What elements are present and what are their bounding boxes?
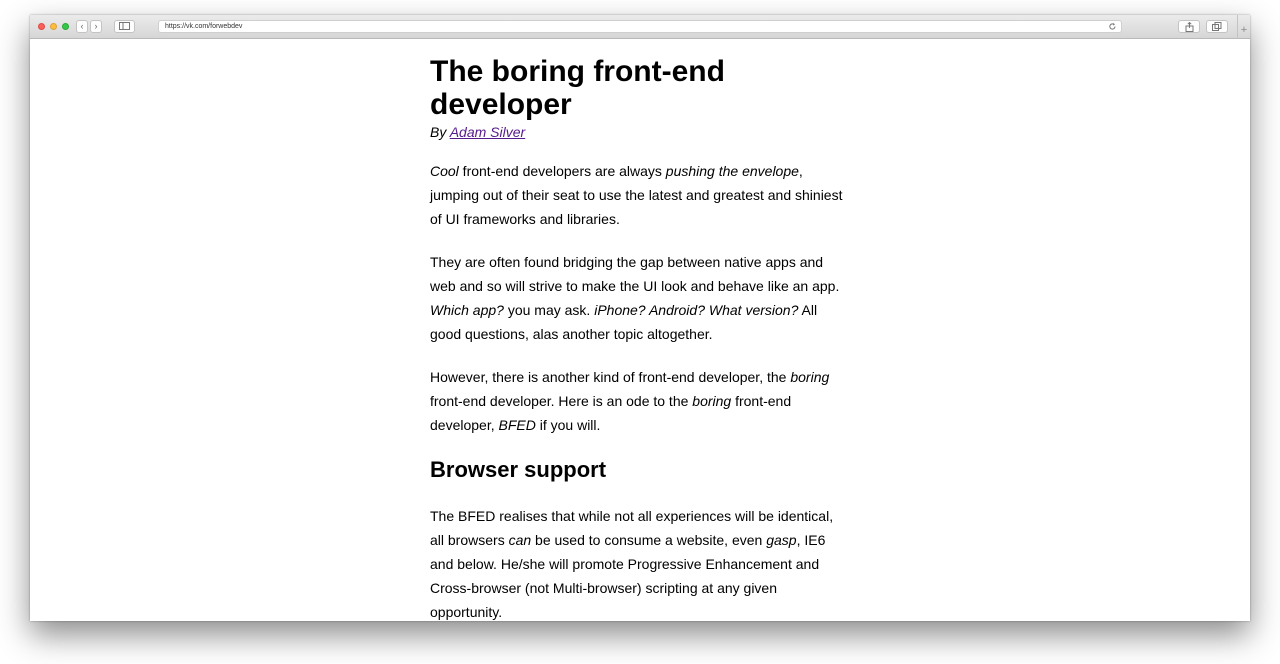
browser-window [30, 15, 1250, 621]
paragraph-text: They are often found bridging the gap between native apps and web and so will strive to make the UI look and behave like an app. [430, 254, 840, 294]
browser-toolbar [30, 15, 1250, 39]
url-text: https://vk.com/forwebdev [165, 23, 243, 30]
back-button[interactable] [76, 20, 88, 33]
new-tab-button[interactable] [1237, 15, 1250, 39]
emphasis-text: iPhone? Android? What version? [594, 302, 799, 318]
emphasis-text: Which app? [430, 302, 504, 318]
paragraph-text: , jumping out of their seat to use the latest and greatest and shiniest of UI frameworks and libraries. [430, 163, 843, 227]
zoom-window-button[interactable] [62, 23, 69, 30]
emphasis-text: Cool [430, 163, 459, 179]
plus-icon: + [1240, 24, 1248, 36]
paragraph-browser-support [430, 504, 850, 621]
sidebar-icon [119, 22, 130, 30]
emphasis-text: BFED [498, 417, 536, 433]
paragraph-text: The BFED realises that while not all experiences will be identical, all browsers [430, 508, 834, 548]
close-window-button[interactable] [38, 23, 45, 30]
article [430, 55, 850, 621]
paragraph-native-apps [430, 250, 850, 346]
page-title: The boring front-end developer [430, 55, 725, 121]
byline [430, 121, 850, 143]
chevron-left-icon: ‹ [80, 21, 84, 31]
paragraph-text: front-end developers are always [458, 163, 666, 179]
address-bar[interactable] [158, 20, 1122, 33]
section-heading: Browser support [430, 457, 607, 482]
paragraph-text: you may ask. [503, 302, 595, 318]
author-link[interactable]: Adam Silver [449, 124, 526, 140]
paragraph-text: , IE6 and below. He/she will promote Progressive Enhancement and Cross-browser (not Multi-browser) scripting at any given opportunity. [430, 532, 826, 620]
forward-button[interactable] [90, 20, 102, 33]
emphasis-text: pushing the envelope [665, 163, 799, 179]
emphasis-text: boring [790, 369, 830, 385]
emphasis-text: gasp [766, 532, 797, 548]
share-icon [1185, 22, 1194, 32]
paragraph-text: All good questions, alas another topic altogether. [430, 302, 818, 342]
tabs-icon [1212, 22, 1222, 31]
paragraph-text: front-end developer. Here is an ode to the [430, 393, 693, 409]
paragraph-text: However, there is another kind of front-end developer, the [430, 369, 791, 385]
show-tabs-button[interactable] [1206, 20, 1228, 33]
share-button[interactable] [1178, 20, 1200, 33]
emphasis-text: can [508, 532, 532, 548]
emphasis-text: boring [692, 393, 732, 409]
minimize-window-button[interactable] [50, 23, 57, 30]
paragraph-boring-dev [430, 365, 850, 437]
paragraph-text: be used to consume a website, even [531, 532, 767, 548]
paragraph-intro [430, 159, 850, 231]
chevron-right-icon: › [94, 21, 98, 31]
reload-icon[interactable] [1108, 22, 1117, 31]
byline-prefix: By [430, 124, 447, 140]
paragraph-text: if you will. [535, 417, 601, 433]
sidebar-toggle-button[interactable] [114, 20, 135, 33]
paragraph-text: front-end developer, [430, 393, 792, 433]
